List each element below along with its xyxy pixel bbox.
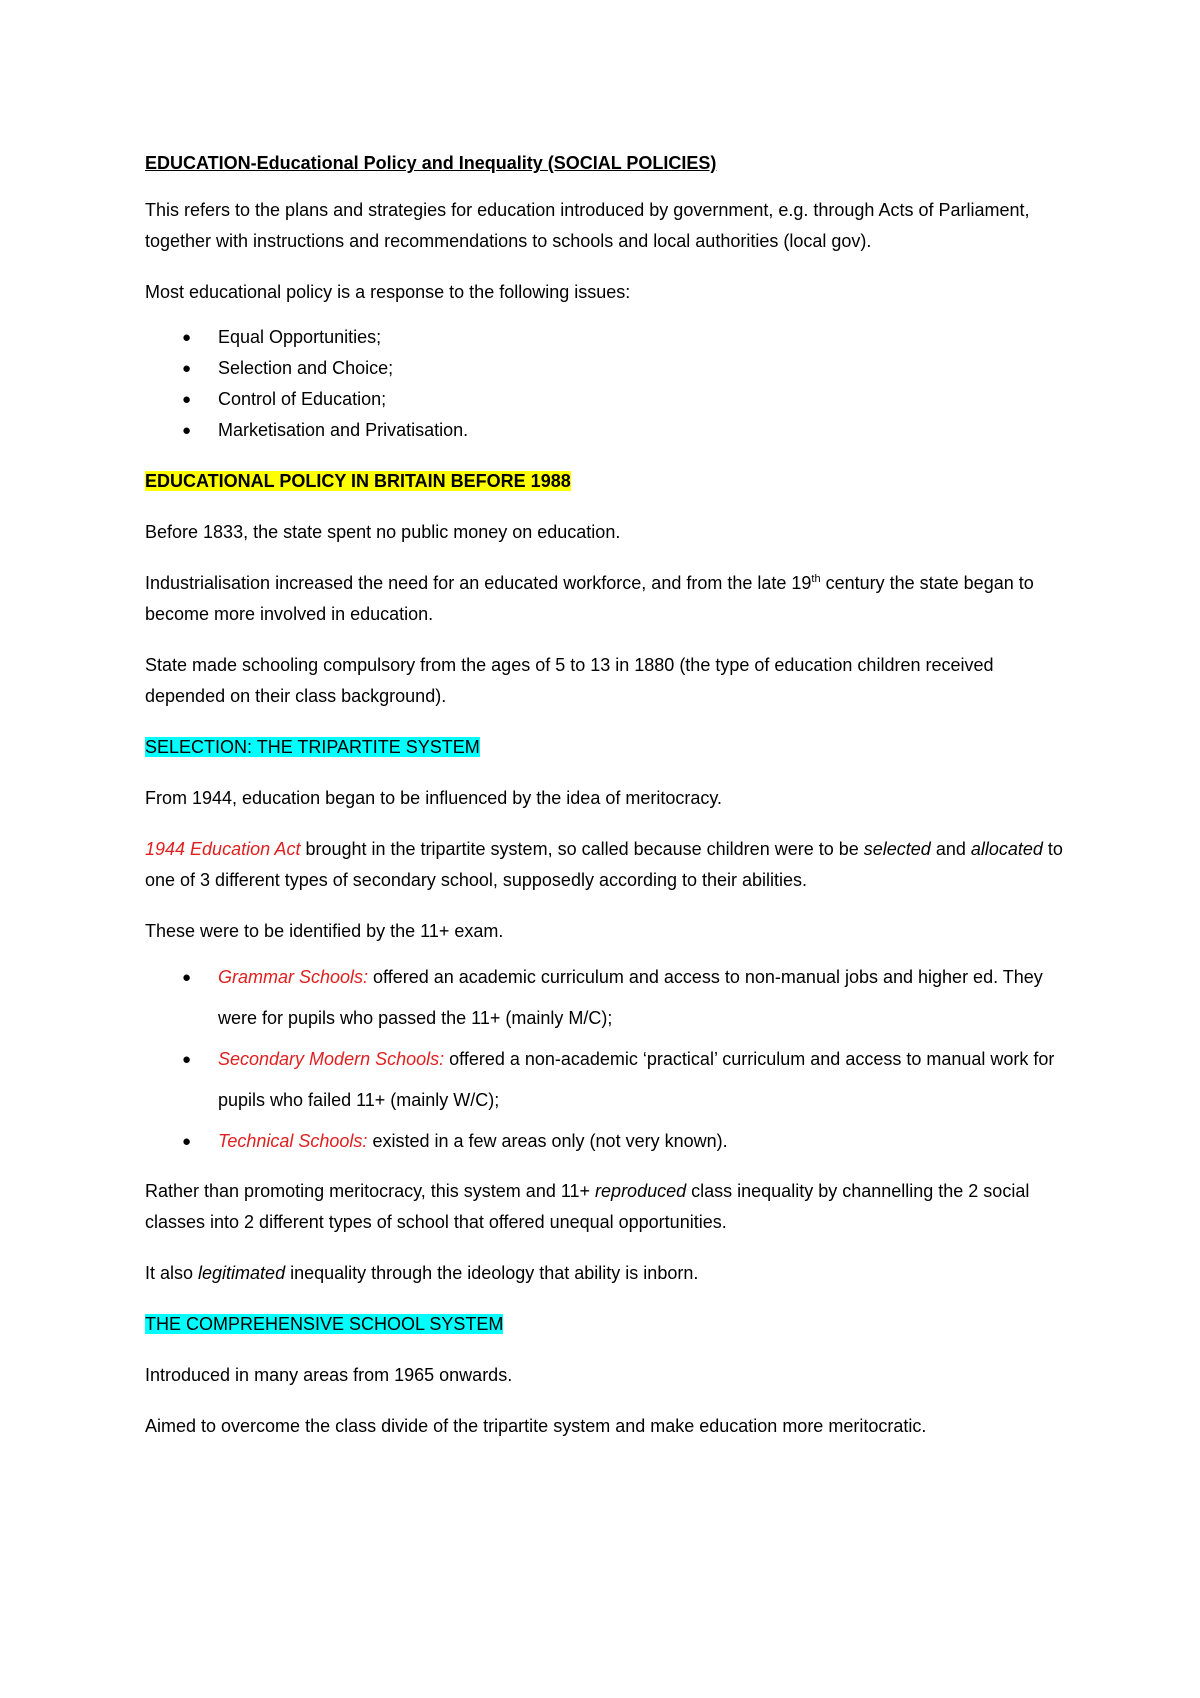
before-1988-paragraph-1: Before 1833, the state spent no public money on education.	[145, 522, 621, 542]
issues-list	[145, 322, 1075, 446]
document-title: EDUCATION-Educational Policy and Inequality (SOCIAL POLICIES)	[145, 153, 717, 173]
tripartite-paragraph-5: It also legitimated inequality through the ideology that ability is inborn.	[145, 1263, 699, 1283]
list-item: ● Marketisation and Privatisation.	[145, 415, 1075, 446]
before-1988-paragraph-2: Industrialisation increased the need for an educated workforce, and from the late 19th century the state began to become more involved in education.	[145, 573, 1034, 624]
bullet-icon: ●	[182, 1133, 192, 1150]
school-types-list	[145, 957, 1075, 1162]
bullet-icon: ●	[182, 422, 192, 439]
list-item: ● Control of Education;	[145, 384, 1075, 415]
bullet-icon: ●	[182, 969, 192, 986]
before-1988-paragraph-3: State made schooling compulsory from the ages of 5 to 13 in 1880 (the type of education children received depended on their class background).	[145, 655, 994, 706]
list-item: ● Grammar Schools: offered an academic curriculum and access to non-manual jobs and higher ed. They were for pupils who passed the 11+ (mainly M/C);	[145, 957, 1075, 1039]
comprehensive-paragraph-2: Aimed to overcome the class divide of the tripartite system and make education more meritocratic.	[145, 1416, 927, 1436]
bullet-icon: ●	[182, 329, 192, 346]
tripartite-paragraph-2: 1944 Education Act brought in the tripartite system, so called because children were to be selected and allocated to one of 3 different types of secondary school, supposedly according to their abilities.	[145, 839, 1063, 890]
list-item: ● Technical Schools: existed in a few areas only (not very known).	[145, 1121, 1075, 1162]
tripartite-paragraph-3: These were to be identified by the 11+ exam.	[145, 921, 504, 941]
intro-paragraph: This refers to the plans and strategies for education introduced by government, e.g. through Acts of Parliament, together with instructions and recommendations to schools and local authorities (local gov).	[145, 200, 1030, 251]
tripartite-paragraph-1: From 1944, education began to be influenced by the idea of meritocracy.	[145, 788, 723, 808]
section-heading-before-1988: EDUCATIONAL POLICY IN BRITAIN BEFORE 1988	[145, 471, 571, 491]
bullet-icon: ●	[182, 391, 192, 408]
comprehensive-paragraph-1: Introduced in many areas from 1965 onwards.	[145, 1365, 513, 1385]
document-body	[145, 148, 1075, 1462]
bullet-icon: ●	[182, 1051, 192, 1068]
tripartite-paragraph-4: Rather than promoting meritocracy, this system and 11+ reproduced class inequality by channelling the 2 social classes into 2 different types of school that offered unequal opportunities.	[145, 1181, 1030, 1232]
list-item: ● Equal Opportunities;	[145, 322, 1075, 353]
bullet-icon: ●	[182, 360, 192, 377]
section-heading-tripartite: SELECTION: THE TRIPARTITE SYSTEM	[145, 737, 480, 757]
section-heading-comprehensive: THE COMPREHENSIVE SCHOOL SYSTEM	[145, 1314, 504, 1334]
list-item: ● Selection and Choice;	[145, 353, 1075, 384]
issues-intro: Most educational policy is a response to the following issues:	[145, 282, 631, 302]
list-item: ● Secondary Modern Schools: offered a non-academic ‘practical’ curriculum and access to manual work for pupils who failed 11+ (mainly W/C);	[145, 1039, 1075, 1121]
